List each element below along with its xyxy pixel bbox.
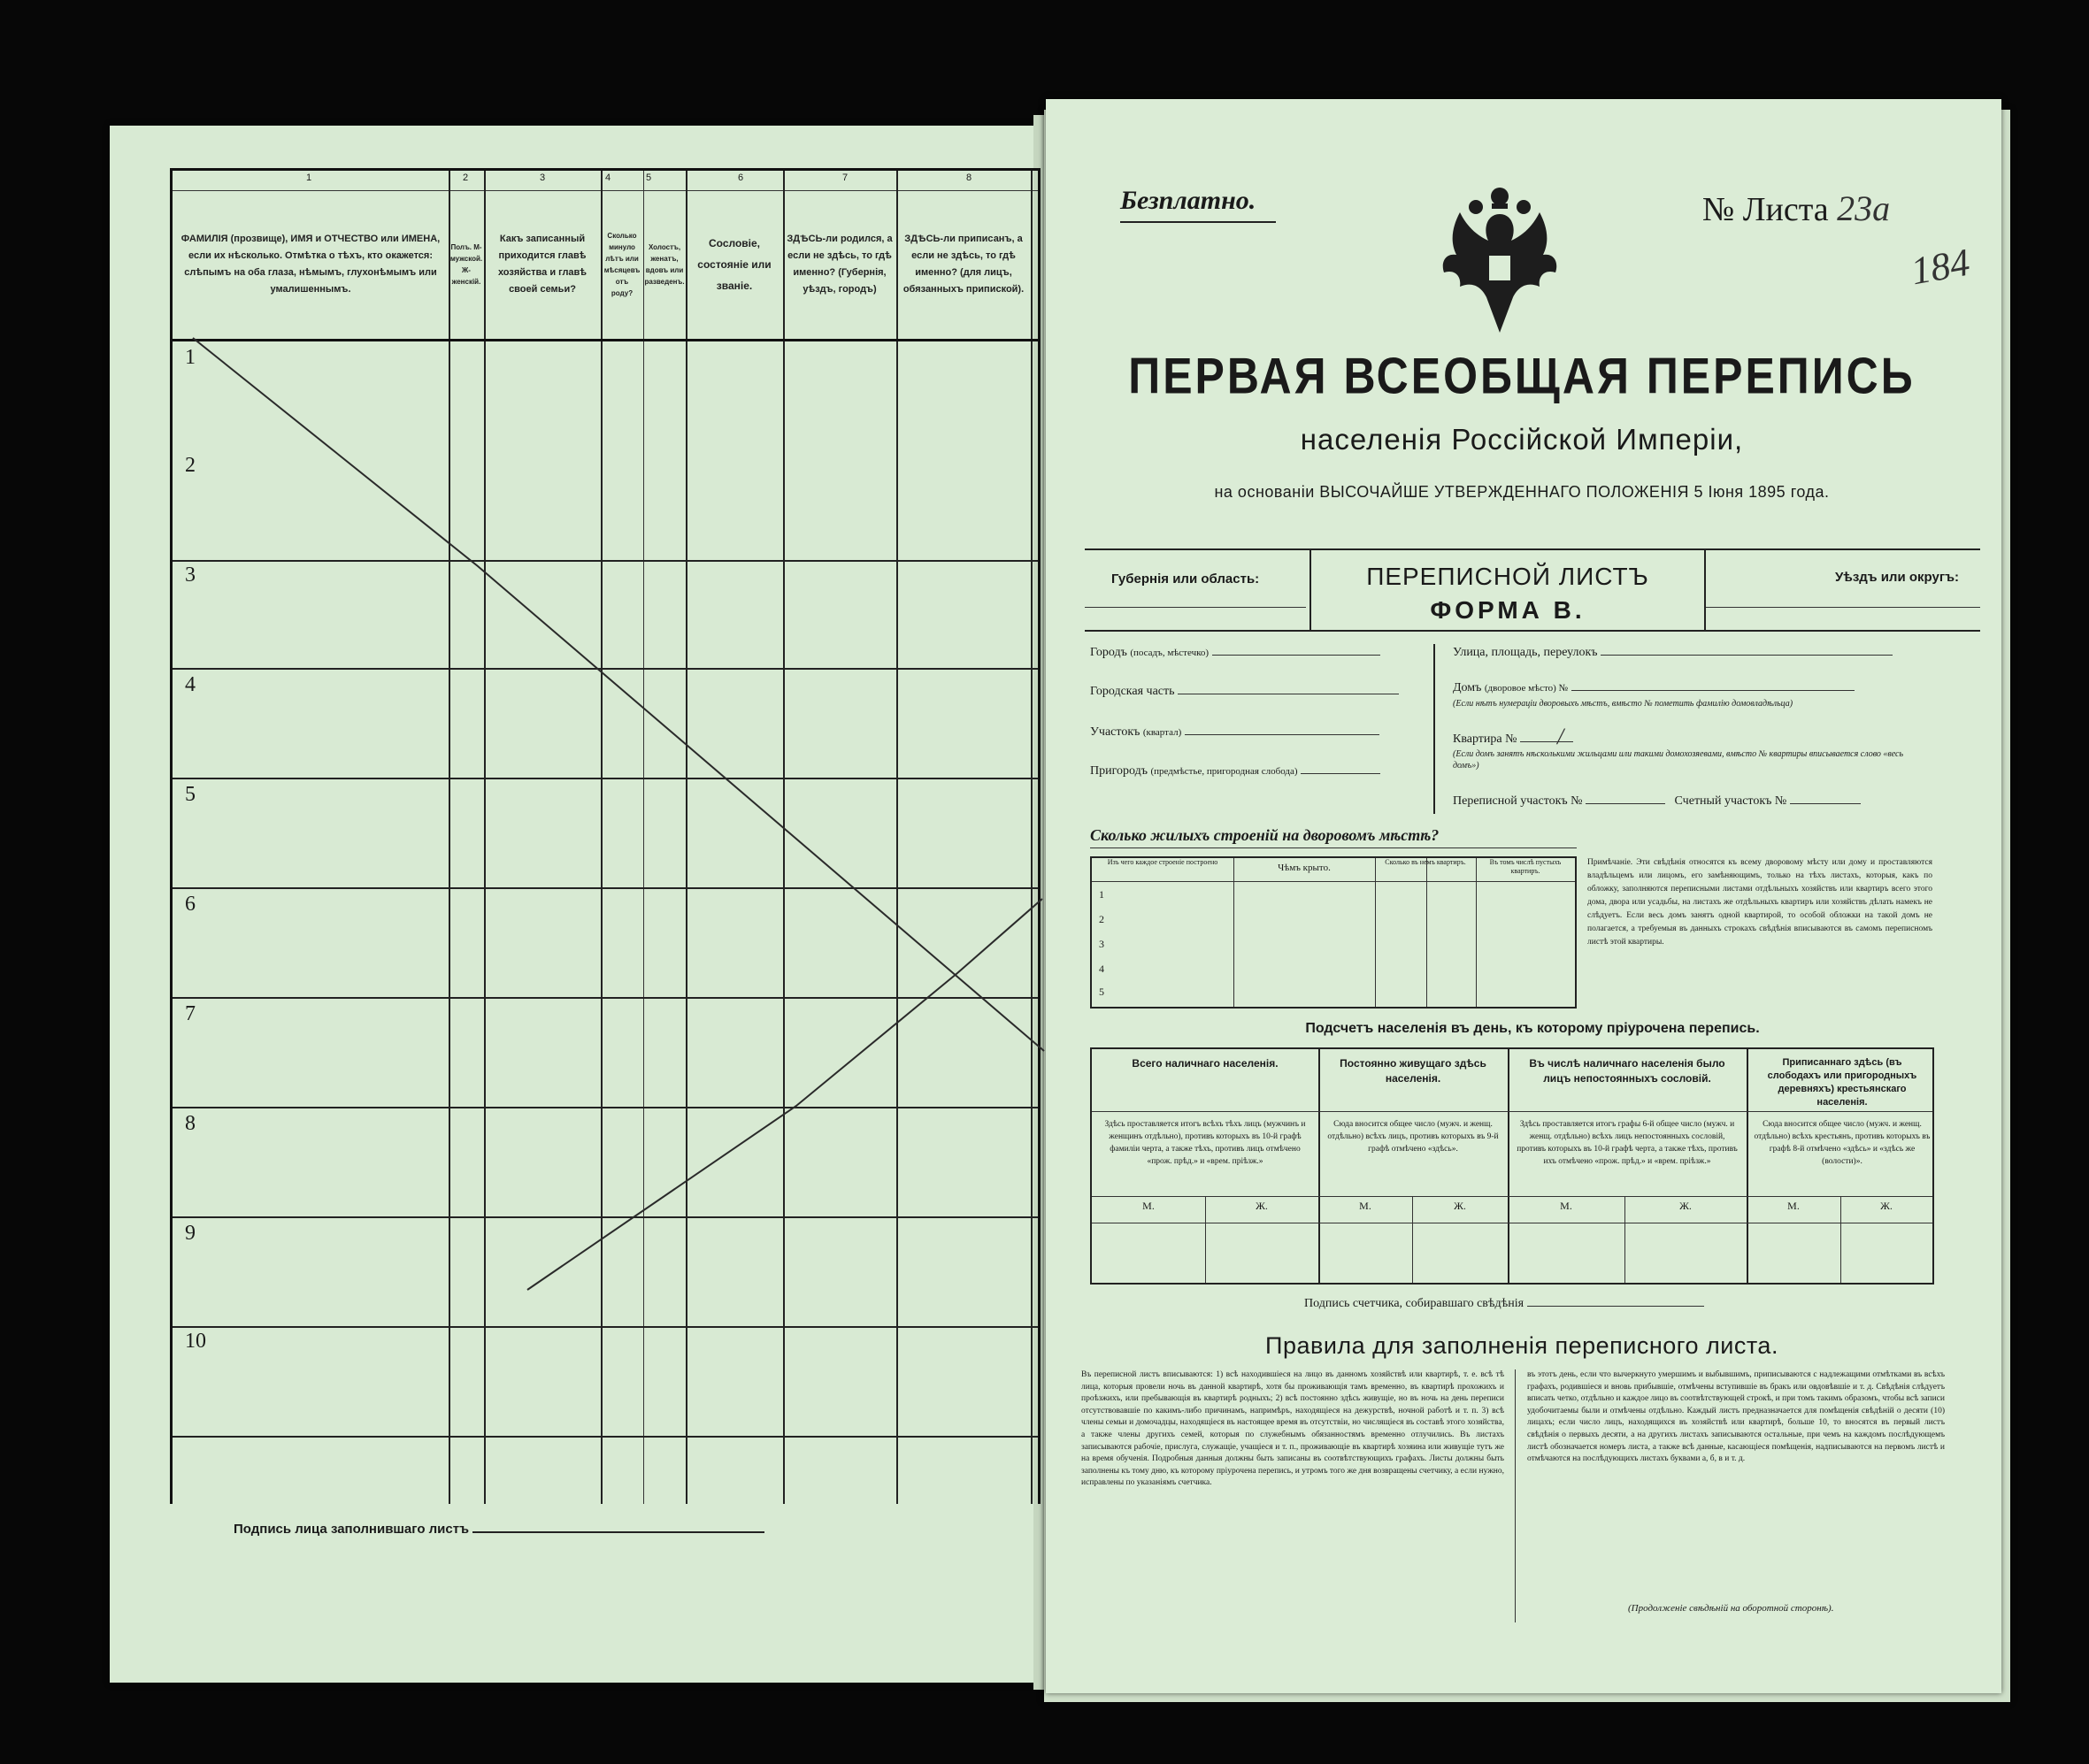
perepisnoi-uchastok-field [1453,793,1861,809]
basis-line: на основаніи ВЫСОЧАЙШЕ УТВЕРЖДЕННАГО ПОЛОЖЕНІЯ 5 Іюня 1895 года. [1214,483,1830,501]
dom-field [1453,679,1855,695]
uezd-label: Уѣздъ или округъ: [1834,570,1959,585]
sheet-number [1702,188,1890,229]
header-age: Сколько минуло лѣтъ или мѣсяцевъ отъ роду? [603,232,641,297]
gorodskaya-chast-label: Городская часть [1090,685,1175,698]
free-label: Безплатно. [1120,186,1256,215]
sub-title: населенія Россійской Имперіи, [1300,423,1744,456]
uchastok-hint: (квартал) [1142,727,1182,738]
buildings-note: Примѣчаніе. Эти свѣдѣнія относятся къ всему дворовому мѣсту или дому и проставляются владѣльцемъ или лицомъ, его замѣняющимъ, только на тѣхъ листахъ, которыя, какъ по обложку, заполняются переписными листами отдѣльныхъ хозяйствъ или квартиръ всего этого дома, двора или усадьбы, на листахъ же отдѣльныхъ квартиръ или хозяйствъ дѣлать намекъ не слѣдуетъ. Если весь домъ занятъ одной квартирой, то особой обложки на такой домъ не полагается, а требуемыя въ данныхъ строкахъ свѣдѣнія вписываются въ самомъ переписномъ листѣ этой квартиры. [1587,858,1932,947]
uezd-fill-line [1706,607,1980,608]
row-number: 1 [185,346,196,369]
column-number: 1 [305,173,312,183]
gorod-field [1090,644,1380,660]
perepisnoi-uchastok-label: Переписной участокъ № [1453,794,1583,808]
double-headed-eagle-icon [1433,177,1566,336]
buildings-row-number: 3 [1099,938,1104,950]
column-number: 4 [604,173,611,183]
form-header-box [1085,548,1980,632]
dom-label: Домъ [1453,681,1482,694]
count-m-label: М. [1142,1200,1155,1212]
population-count-table [1090,1047,1934,1285]
count-row-divider [1092,1111,1932,1112]
count-column-divider [1318,1049,1320,1283]
sheet-number-label: № Листа [1702,191,1829,228]
count-description: Сюда вносится общее число (мужч. и женщ. отдѣльно) всѣхъ крестьянъ, противъ которыхъ въ графѣ 8-й отмѣчено «здѣсь» и «здѣсь же (волости)». [1754,1120,1931,1166]
handwritten-page-number: 184 [1908,240,1973,294]
row-number: 7 [185,1002,196,1025]
gubernia-label: Губернія или область: [1111,571,1260,587]
buildings-table [1090,856,1577,1009]
header-registration: ЗДѢСЬ-ли приписанъ, а если не здѣсь, то гдѣ именно? (для лицъ, обязанныхъ припиской). [902,234,1025,295]
row-number: 4 [185,673,196,696]
count-header: Въ числѣ наличнаго населенія было лицъ непостоянныхъ сословій. [1529,1057,1725,1085]
strike-line-cross [527,899,1042,1290]
schetny-uchastok-label: Счетный участокъ № [1674,794,1787,808]
buildings-row-number: 4 [1099,963,1104,975]
buildings-row-number: 5 [1099,986,1104,998]
gubernia-fill-line [1085,607,1306,608]
uchastok-label: Участокъ [1090,725,1141,739]
header-relation: Какъ записанный приходится главѣ хозяйства и главѣ своей семьи? [497,234,588,295]
prigorod-field [1090,763,1380,778]
count-m-label: М. [1787,1200,1800,1212]
count-header: Приписаннаго здѣсь (въ слободахъ или пригородныхъ деревняхъ) крестьянскаго населенія. [1767,1057,1917,1108]
ulitsa-field [1453,644,1893,660]
buildings-question-line [1090,847,1577,848]
count-zh-label: Ж. [1256,1200,1268,1212]
kvartira-note: (Если домъ занятъ нѣсколькими жильцами или такими домохозяевами, вмѣсто № квартиры вписывается слово «весь домъ») [1453,749,1904,771]
rules-footer: (Продолженіе свѣдѣній на оборотной сторонѣ). [1628,1603,1834,1614]
row-number: 10 [185,1330,206,1353]
buildings-header: Сколько въ немъ квартиръ. [1385,858,1466,866]
column-number: 5 [645,173,652,183]
count-description: Здѣсь проставляется итогъ графы 6-й общее число (мужч. и женщ. отдѣльно) всѣхъ лицъ непостоянныхъ сословій, противъ которыхъ въ 10-й графѣ черта, а также тѣхъ, противъ ихъ отмѣчено «прож. прѣд.» и «врем. пріѣзж.» [1517,1120,1738,1166]
column-number: 2 [462,173,469,183]
address-divider [1433,644,1435,814]
count-title: Подсчетъ населенія въ день, къ которому пріурочена перепись. [1305,1021,1760,1036]
left-signature-label: Подпись лица заполнившаго листъ [234,1522,470,1537]
dom-note: (Если нѣтъ нумераціи дворовыхъ мѣстъ, вмѣсто № пометить фамилію домовладѣльца) [1453,699,1793,709]
form-name: ФОРМА В. [1430,596,1586,624]
count-zh-label: Ж. [1454,1200,1466,1212]
main-title: ПЕРВАЯ ВСЕОБЩАЯ ПЕРЕПИСЬ [1128,347,1916,405]
row-number: 6 [185,893,196,916]
count-header: Постоянно живущаго здѣсь населенія. [1340,1057,1486,1085]
row-number: 3 [185,564,196,587]
kvartira-field [1453,731,1573,747]
header-estate: Сословіе, состояніе или званіе. [697,237,772,292]
strike-line-diagonal [193,338,1044,1051]
rules-column-1: Въ переписной листъ вписываются: 1) всѣ находившіеся на лицо въ данномъ хозяйствѣ или квартирѣ, т. е. всѣ тѣ лица, которыя провели ночь въ данной квартирѣ, хотя бы проживающія тамъ временно, въ квартирѣ прохожихъ и проѣзжихъ, или пребывающія въ квартирѣ родныхъ; 2) всѣ постоянно здѣсь живущіе, но въ ночь на день переписи отсутствовавшіе по какимъ-либо причинамъ, напримѣръ, находящіеся на дежурствѣ, ночной работѣ и т. п. 3) всѣ члены семьи и домочадцы, находящіеся въ настоящее время въ отсутствіи, но числящіеся въ составѣ этого хозяйства, а также члены другихъ семей, которыя по служебнымъ обязанностямъ временно отлучились. Въ листахъ записываются рабочіе, прислуга, служащіе, учащіеся и т. п., проживающіе въ квартирѣ хозяина или живущіе тутъ же на время обученія. Подробныя данныя должны быть записаны въ соотвѣтствующихъ графахъ. Листы должны быть заполнены къ тому дню, къ которому пріурочена перепись, и утромъ того же дня возвращены счетчику, а если нужно, исправлены по указаніямъ счетчика. [1081,1370,1504,1488]
rules-divider [1515,1369,1516,1622]
buildings-row-number: 2 [1099,913,1104,925]
sheet-title: ПЕРЕПИСНОЙ ЛИСТЪ [1366,563,1649,590]
column-number: 7 [841,173,849,183]
gorod-hint: (посадъ, мѣстечко) [1130,648,1210,658]
free-underline [1120,221,1276,223]
row-number: 8 [185,1112,196,1135]
header-birthplace: ЗДѢСЬ-ли родился, а если не здѣсь, то гдѣ именно? (Губернія, уѣздъ, городъ) [787,234,893,295]
column-number: 8 [965,173,972,183]
buildings-question: Сколько жилыхъ строеній на дворовомъ мѣстѣ? [1090,826,1440,844]
count-m-label: М. [1560,1200,1572,1212]
row-number: 5 [185,783,196,806]
prigorod-label: Пригородъ [1090,764,1148,778]
buildings-header: Изъ чего каждое строеніе построено [1107,858,1218,866]
count-row-divider [1092,1196,1932,1197]
count-zh-label: Ж. [1880,1200,1893,1212]
count-m-label: М. [1359,1200,1371,1212]
buildings-row-number: 1 [1099,888,1104,901]
uchastok-field [1090,724,1379,740]
sheet-number-value: 23а [1837,188,1891,228]
buildings-header-divider [1092,881,1575,882]
kvartira-label: Квартира № [1453,732,1517,746]
column-number: 3 [539,173,546,183]
enumerator-signature-label: Подпись счетчика, собиравшаго свѣдѣнія [1304,1297,1525,1310]
row-number: 2 [185,454,196,477]
count-column-divider [1508,1049,1509,1283]
header-name: ФАМИЛІЯ (прозвище), ИМЯ и ОТЧЕСТВО или ИМЕНА, если их нѣсколько. Отмѣтка о тѣхъ, кто окажется: слѣпымъ на оба глаза, нѣмымъ, глухонѣмымъ или умалишеннымъ. [180,234,441,295]
row-number: 9 [185,1222,196,1245]
buildings-header: Въ томъ числѣ пустыхъ квартиръ. [1489,858,1562,875]
ulitsa-label: Улица, площадь, переулокъ [1453,646,1598,659]
count-description: Здѣсь проставляется итогъ всѣхъ тѣхъ лицъ (мужчинъ и женщинъ отдѣльно), противъ которыхъ въ 10-й графѣ фамиліи черта, а также тѣхъ, противъ лицъ отмѣчено «прож. прѣд.» и «врем. пріѣзж.» [1104,1120,1306,1166]
buildings-header: Чѣмъ крыто. [1278,863,1331,873]
kvartira-value: / [1557,724,1564,749]
form-title-cell [1309,550,1706,630]
prigorod-hint: (предмѣстье, пригородная слобода) [1150,766,1298,777]
header-marital: Холостъ, женатъ, вдовъ или разведенъ. [644,243,685,286]
gorod-label: Городъ [1090,646,1127,659]
count-column-divider [1747,1049,1748,1283]
count-description: Сюда вносится общее число (мужч. и женщ. отдѣльно) всѣхъ лицъ, противъ которыхъ въ 9-й графѣ отмѣчено «здѣсь». [1327,1120,1499,1154]
column-number: 6 [737,173,744,183]
rules-column-2: въ этотъ день, если что вычеркнуто умершимъ и выбывшимъ, приписываются с надлежащими отмѣтками въ всѣхъ графахъ, родившіеся и вновь прибывшіе, отмѣчены вступившіе въ бракъ или овдовѣвшіе и т. д. Свѣдѣнія слѣдуетъ вписать четко, отдѣльно и каждое лицо въ соотвѣтствующей строкѣ, и при томъ такимъ образомъ, чтобы всѣ записи удобочитаемы были и отмѣчены отдѣльно. Каждый листъ предназначается для помѣщенія свѣдѣній о десяти (10) лицахъ; если число лицъ, находящихся въ хозяйствѣ или квартирѣ, больше 10, то вносятся въ первый листъ свѣдѣнія о первыхъ десяти, а на другихъ листахъ записываются остальные, при чемъ на каждомъ послѣдующемъ листѣ обозначается номеръ листа, а также всѣ данные, касающіеся помѣщенія, надписываются на первомъ листѣ и отмѣчаются на послѣдующихъ листахъ буквами а, б, в и т. д. [1527,1370,1945,1464]
gorodskaya-chast-field [1090,683,1399,699]
count-zh-label: Ж. [1679,1200,1692,1212]
count-header: Всего наличнаго населенія. [1132,1057,1279,1070]
dom-hint: (дворовое мѣсто) № [1484,683,1569,694]
enumerator-signature [1304,1297,1704,1311]
rules-title: Правила для заполненія переписного листа. [1265,1332,1778,1359]
header-sex: Полъ. М-мужской. Ж-женскій. [449,243,483,286]
